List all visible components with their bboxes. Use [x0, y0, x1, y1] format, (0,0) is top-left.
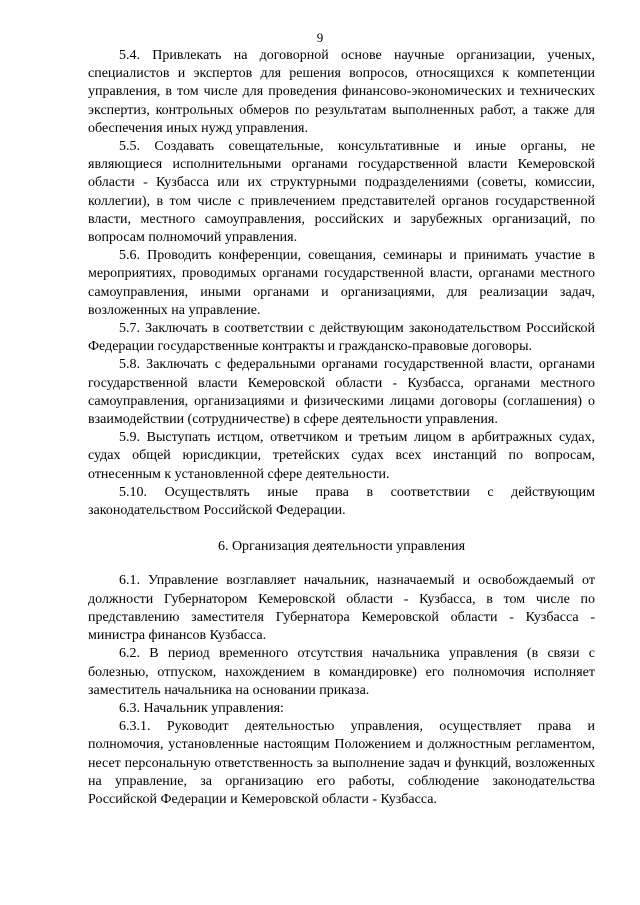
paragraph-6-1: 6.1. Управление возглавляет начальник, назначаемый и освобождаемый от должности Губернатором Кемеровской области - Кузбасса, в том числе по представлению заместителя Губернатора Кемеровской области - Кузбасса - министра финансов Кузбасса.	[88, 573, 595, 644]
paragraph-6-3: 6.3. Начальник управления:	[119, 700, 284, 716]
paragraph-5-7: 5.7. Заключать в соответствии с действующим законодательством Российской Федерации государственные контракты и гражданско-правовые договоры.	[88, 321, 595, 355]
paragraph-5-9: 5.9. Выступать истцом, ответчиком и третьим лицом в арбитражных судах, судах общей юрисдикции, третейских судах всех инстанций по вопросам, отнесенным к установленной сфере деятельности.	[88, 430, 595, 482]
paragraph-5-10: 5.10. Осуществлять иные права в соответствии с действующим законодательством Российской Федерации.	[88, 484, 595, 519]
paragraph-6-3-1: 6.3.1. Руководит деятельностью управления, осуществляет права и полномочия, установленные настоящим Положением и должностным регламентом, несет персональную ответственность за выполнение задач и функций, возложенных на управление, за организацию его работы, соблюдение законодательства Российской Федерации и Кемеровской области - Кузбасса.	[88, 719, 595, 807]
paragraph-5-6: 5.6. Проводить конференции, совещания, семинары и принимать участие в мероприятиях, проводимых органами государственной власти, органами местного самоуправления, иными органами и организациями, для реализации задач, возложенных на управление.	[88, 248, 595, 318]
section-heading: 6. Организация деятельности управления	[217, 539, 466, 555]
page-number: 9	[316, 30, 324, 45]
paragraph-5-8: 5.8. Заключать с федеральными органами государственной власти, органами государственной власти Кемеровской области - Кузбасса, органами местного самоуправления, организациями и физическими лицами договоры (соглашения) о взаимодействии (сотрудничестве) в сфере деятельности управления.	[88, 357, 595, 428]
paragraph-6-2: 6.2. В период временного отсутствия начальника управления (в связи с болезнью, отпуском, нахождением в командировке) его полномочия исполняет заместитель начальника на основании приказа.	[88, 646, 595, 698]
document-body	[88, 47, 595, 809]
paragraph-5-5: 5.5. Создавать совещательные, консультативные и иные органы, не являющиеся исполнительными органами государственной власти Кемеровской области - Кузбасса или их структурными подразделениями (советы, комиссии, коллегии), в том числе с привлечением представителей органов государственной власти, местного самоуправления, российских и зарубежных организаций, по вопросам полномочий управления.	[88, 139, 595, 246]
paragraph-5-4: 5.4. Привлекать на договорной основе научные организации, ученых, специалистов и экспертов для решения вопросов, относящихся к компетенции управления, в том числе для проведения финансово-экономических и технических экспертиз, контрольных обмеров по результатам выполненных работ, а также для обеспечения иных нужд управления.	[88, 48, 595, 136]
